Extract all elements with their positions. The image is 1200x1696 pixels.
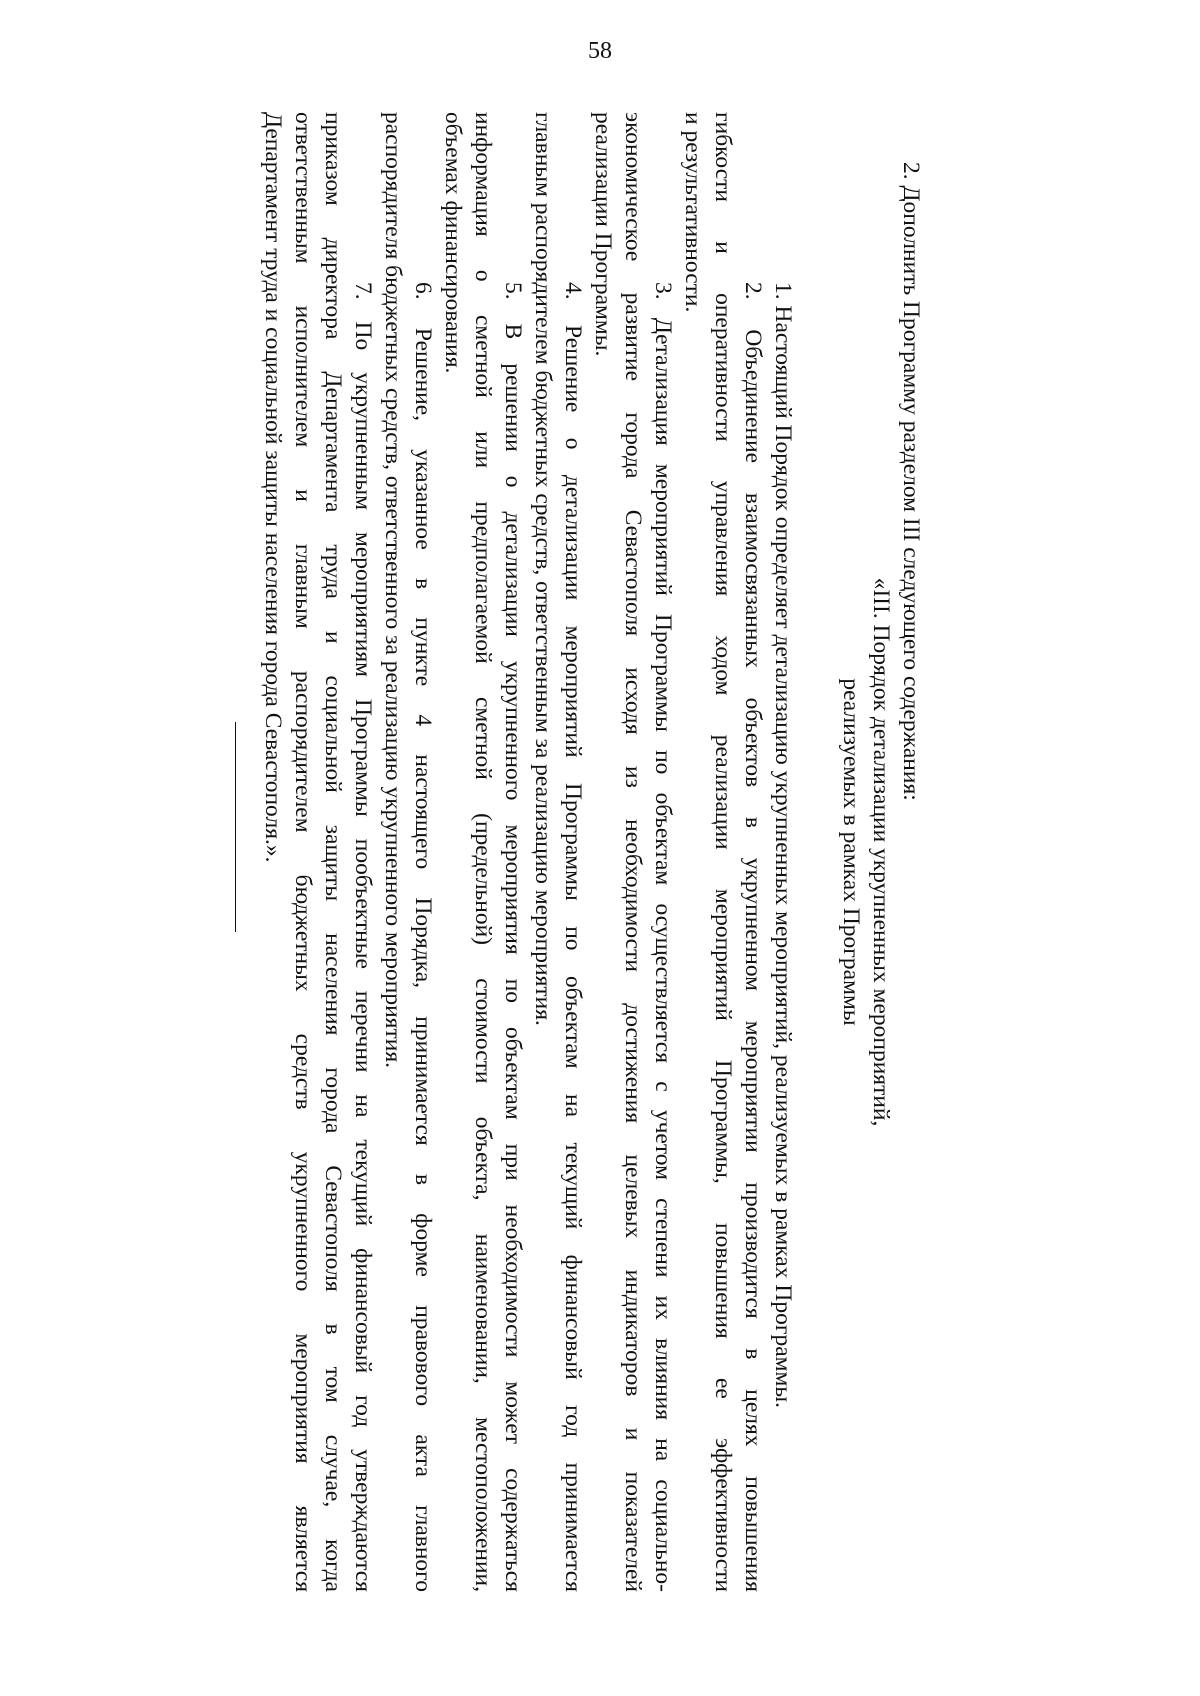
paragraph-4-line-2: главным распорядителем бюджетных средств, ответственным за реализацию мероприятия.: [530, 112, 556, 1026]
paragraph-3-line-3: реализации Программы.: [590, 112, 616, 357]
paragraph-7-line-4: Департамент труда и социальной защиты населения города Севастополя.».: [260, 112, 286, 863]
rotated-document-body: [206, 112, 926, 1592]
paragraph-3-line-2: экономическое развитие города Севастополя исходя из необходимости достижения целевых индикаторов и показателей: [620, 112, 646, 1592]
section-title-line-1: «III. Порядок детализации укрупненных мероприятий,: [868, 577, 894, 1127]
paragraph-7-line-2: приказом директора Департамента труда и социальной защиты населения города Севастополя в том случае, когда: [320, 112, 346, 1592]
intro-line: 2. Дополнить Программу разделом III следующего содержания:: [898, 162, 924, 801]
section-title-line-2: реализуемых в рамках Программы: [838, 678, 864, 1026]
paragraph-2-line-1: 2. Объединение взаимосвязанных объектов в укрупненном мероприятии производится в целях повышения: [740, 282, 766, 1592]
paragraph-5-line-3: объемах финансирования.: [440, 112, 466, 374]
page-number: 58: [588, 38, 612, 64]
paragraph-6-line-2: распорядителя бюджетных средств, ответственного за реализацию укрупненного мероприятия.: [380, 112, 406, 1069]
paragraph-2-line-2: гибкости и оперативности управления ходом реализации мероприятий Программы, повышения ее эффективности: [710, 112, 736, 1592]
paragraph-5-line-1: 5. В решении о детализации укрупненного мероприятия по объектам при необходимости может содержаться: [500, 282, 526, 1592]
spacer: [798, 112, 836, 1592]
paragraph-6-line-1: 6. Решение, указанное в пункте 4 настоящего Порядка, принимается в форме правового акта главного: [410, 282, 436, 1592]
paragraph-2-line-3: и результативности.: [680, 112, 706, 313]
closing-separator-line: [235, 722, 236, 932]
paragraph-1-line-1: 1. Настоящий Порядок определяет детализацию укрупненных мероприятий, реализуемых в рамках Программы.: [770, 282, 796, 1409]
paragraph-5-line-2: информация о сметной или предполагаемой сметной (предельной) стоимости объекта, наименовании, местоположении,: [470, 112, 496, 1592]
paragraph-4-line-1: 4. Решение о детализации мероприятий Программы по объектам на текущий финансовый год принимается: [560, 282, 586, 1592]
paragraph-3-line-1: 3. Детализация мероприятий Программы по объектам осуществляется с учетом степени их влияния на социально-: [650, 282, 676, 1592]
paragraph-7-line-1: 7. По укрупненным мероприятиям Программы пообъектные перечни на текущий финансовый год утверждаются: [350, 282, 376, 1592]
paragraph-7-line-3: ответственным исполнителем и главным распорядителем бюджетных средств укрупненного мероприятия является: [290, 112, 316, 1592]
